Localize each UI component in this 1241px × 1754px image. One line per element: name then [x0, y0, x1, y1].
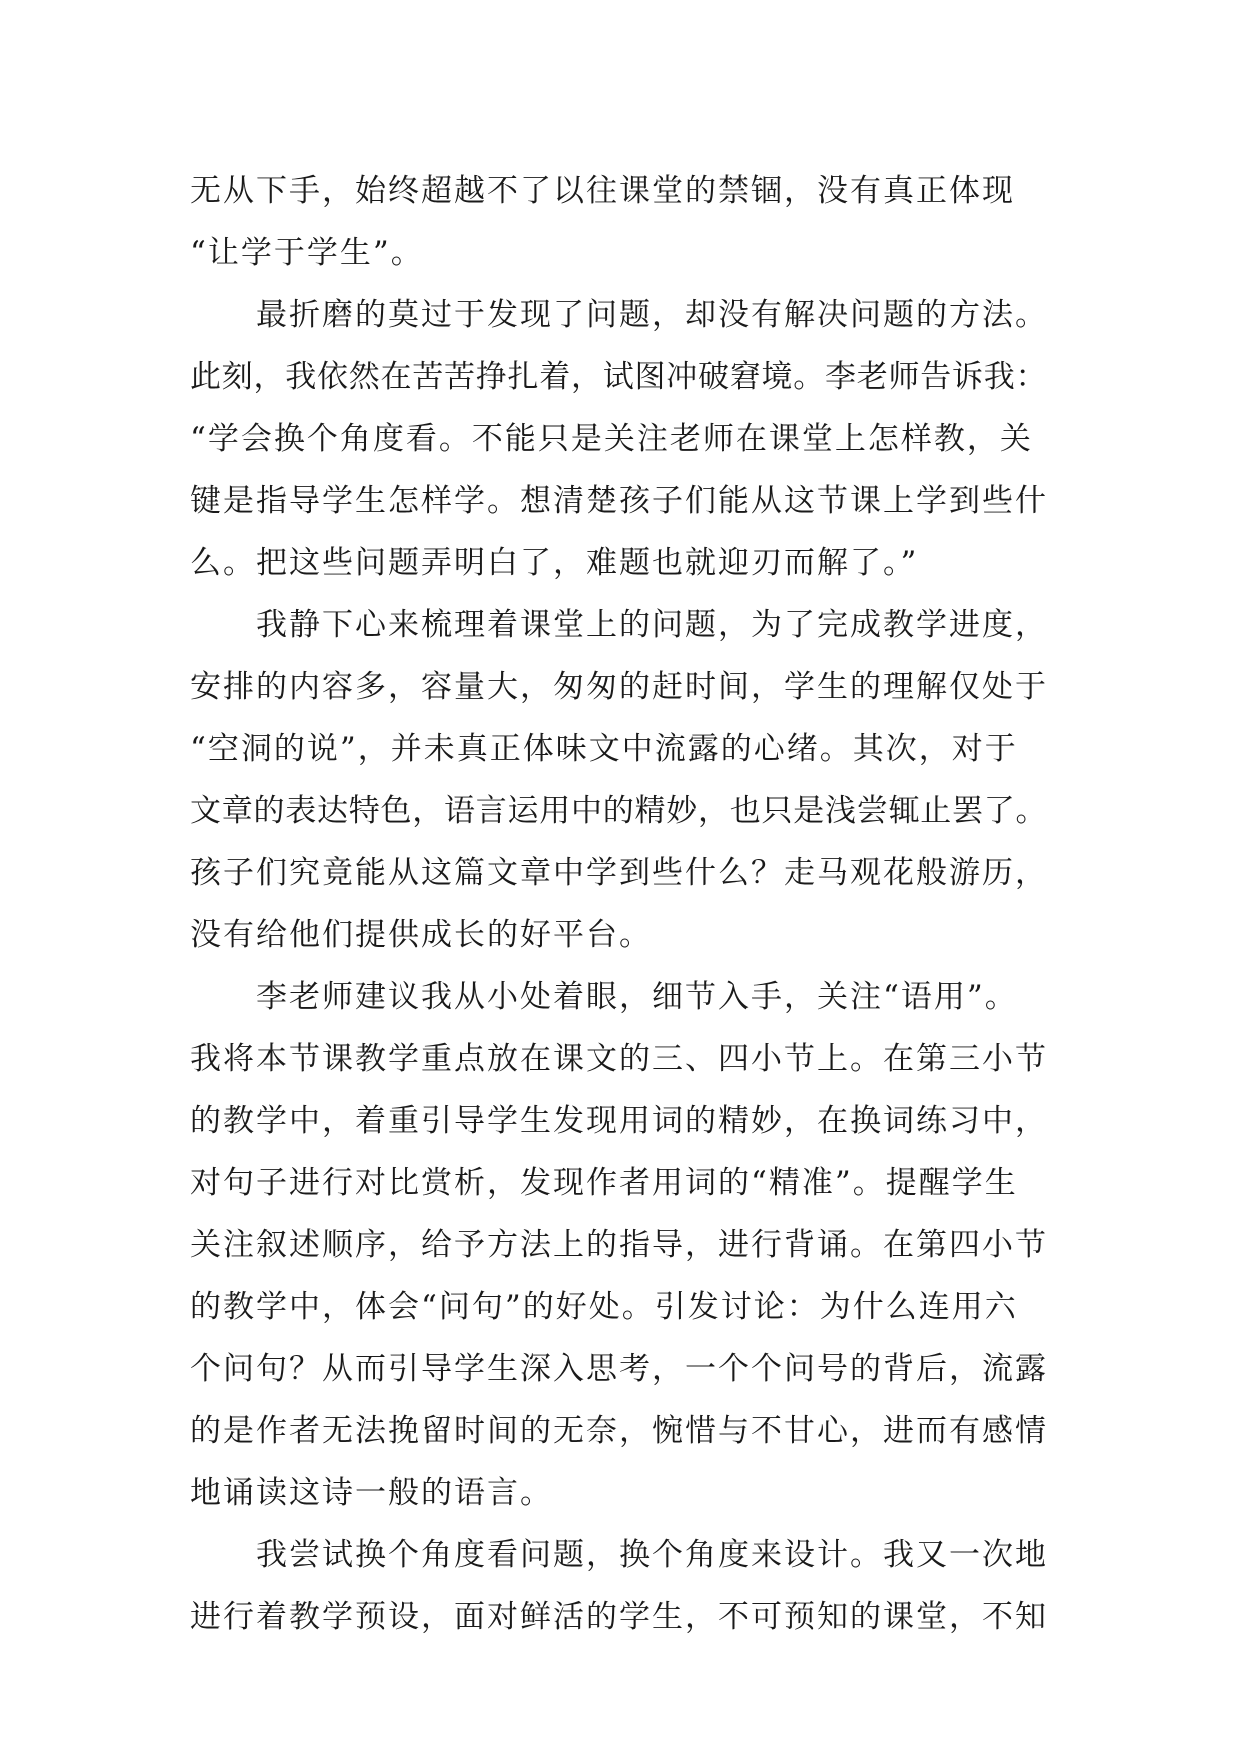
text-line: 文章的表达特色，语言运用中的精妙，也只是浅尝辄止罢了。	[190, 793, 1048, 829]
paragraph-first-line: 最折磨的莫过于发现了问题，却没有解决问题的方法。	[256, 297, 1048, 333]
text-line: 无从下手，始终超越不了以往课堂的禁锢，没有真正体现	[190, 173, 1015, 209]
text-line: 没有给他们提供成长的好平台。	[190, 917, 652, 953]
text-line: 进行着教学预设，面对鲜活的学生，不可预知的课堂，不知	[190, 1599, 1048, 1635]
text-line: 么。把这些问题弄明白了，难题也就迎刃而解了。”	[190, 545, 919, 581]
text-line: “空洞的说”，并未真正体味文中流露的心绪。其次，对于	[190, 731, 1018, 767]
text-line: 对句子进行对比赏析，发现作者用词的“精准”。提醒学生	[190, 1165, 1018, 1201]
text-line: 孩子们究竟能从这篇文章中学到些什么？走马观花般游历，	[190, 855, 1048, 891]
text-line: “学会换个角度看。不能只是关注老师在课堂上怎样教，关	[190, 421, 1033, 457]
text-line: “让学于学生”。	[190, 235, 424, 271]
text-line: 地诵读这诗一般的语言。	[190, 1475, 553, 1511]
text-line: 键是指导学生怎样学。想清楚孩子们能从这节课上学到些什	[190, 483, 1048, 519]
text-line: 的教学中，着重引导学生发现用词的精妙，在换词练习中，	[190, 1103, 1048, 1139]
text-line: 的是作者无法挽留时间的无奈，惋惜与不甘心，进而有感情	[190, 1413, 1048, 1449]
paragraph-first-line: 李老师建议我从小处着眼，细节入手，关注“语用”。	[256, 979, 1018, 1015]
body-text	[190, 160, 1050, 1648]
text-line: 个问句？从而引导学生深入思考，一个个问号的背后，流露	[190, 1351, 1048, 1387]
paragraph-first-line: 我尝试换个角度看问题，换个角度来设计。我又一次地	[256, 1537, 1048, 1573]
text-line: 此刻，我依然在苦苦挣扎着，试图冲破窘境。李老师告诉我：	[190, 359, 1048, 395]
text-line: 我将本节课教学重点放在课文的三、四小节上。在第三小节	[190, 1041, 1048, 1077]
paragraph-first-line: 我静下心来梳理着课堂上的问题，为了完成教学进度，	[256, 607, 1048, 643]
text-line: 安排的内容多，容量大，匆匆的赶时间，学生的理解仅处于	[190, 669, 1048, 705]
text-line: 关注叙述顺序，给予方法上的指导，进行背诵。在第四小节	[190, 1227, 1048, 1263]
text-line: 的教学中，体会“问句”的好处。引发讨论：为什么连用六	[190, 1289, 1018, 1325]
